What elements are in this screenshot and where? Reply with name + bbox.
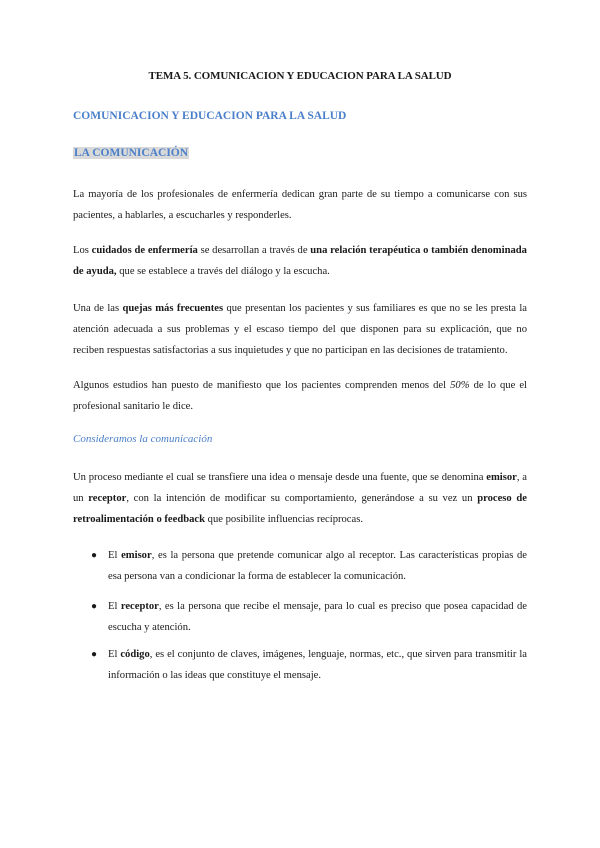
text: Un proceso mediante el cual se transfiere una idea o mensaje desde una fuente, que se denomina [73, 472, 487, 483]
bullet-text [108, 596, 527, 638]
bold-term: receptor [120, 601, 159, 612]
text: se desarrollan a través de [197, 245, 311, 256]
bold-term: emisor [121, 550, 152, 561]
text: , es la persona que recibe el mensaje, para lo cual es preciso que posea capacidad de escucha y atención. [108, 601, 527, 633]
text: que posibilite influencias recíprocas. [205, 514, 363, 525]
paragraph-3 [73, 298, 527, 361]
list-item [91, 596, 527, 638]
text: , es la persona que pretende comunicar algo al receptor. Las características propias de esa persona van a condicionar la forma de establecer la comunicación. [108, 550, 527, 582]
bold-term: receptor [88, 493, 127, 504]
italic-value: 50% [450, 380, 470, 391]
text: Algunos estudios han puesto de manifiesto que los pacientes comprenden menos del [73, 380, 451, 391]
document-title: TEMA 5. COMUNICACION Y EDUCACION PARA LA SALUD [148, 70, 452, 82]
text: , es el conjunto de claves, imágenes, lenguaje, normas, etc., que sirven para transmitir la información o las ideas que constituye el mensaje. [108, 649, 527, 681]
bullet-icon: ● [91, 649, 98, 660]
text: de lo que el profesional sanitario le dice. [73, 380, 527, 412]
text: El [108, 550, 122, 561]
text: Los [73, 245, 92, 256]
section-heading: LA COMUNICACIÓN [74, 147, 189, 159]
bold-term: cuidados de enfermería [91, 245, 198, 256]
text: El [108, 601, 121, 612]
bullet-icon: ● [91, 550, 98, 561]
paragraph-1: La mayoría de los profesionales de enfermería dedican gran parte de su tiempo a comunicarse con sus pacientes, a hablarles, a escucharles y responderles. [73, 189, 527, 221]
text: , con la intención de modificar su comportamiento, generándose a su vez un [126, 493, 478, 504]
bullet-text [108, 545, 527, 587]
bold-term: proceso de retroalimentación o feedback [73, 493, 527, 525]
main-heading: COMUNICACION Y EDUCACION PARA LA SALUD [73, 110, 347, 122]
bold-term: emisor [486, 472, 517, 483]
text: El [108, 649, 121, 660]
bullet-icon: ● [91, 601, 98, 612]
list-item [91, 545, 527, 587]
list-item [91, 644, 527, 686]
text: que se establece a través del diálogo y la escucha. [116, 266, 330, 277]
bold-term: una relación terapéutica o también denominada de ayuda, [73, 245, 527, 277]
paragraph-2 [73, 240, 527, 282]
text: , a un [73, 472, 527, 504]
text: Una de las [73, 303, 123, 314]
bullet-text [108, 644, 527, 686]
bold-term: quejas más frecuentes [122, 303, 224, 314]
text: que presentan los pacientes y sus familiares es que no se les presta la atención adecuada a sus problemas y el escaso tiempo del que disponen para su explicación, que no reciben respuestas satisfactorias a sus inquietudes y que no participan en las decisiones de tratamiento. [73, 303, 527, 356]
subheading: Consideramos la comunicación [73, 433, 213, 445]
bold-term: código [120, 649, 150, 660]
paragraph-4 [73, 375, 527, 417]
paragraph-5 [73, 467, 527, 530]
